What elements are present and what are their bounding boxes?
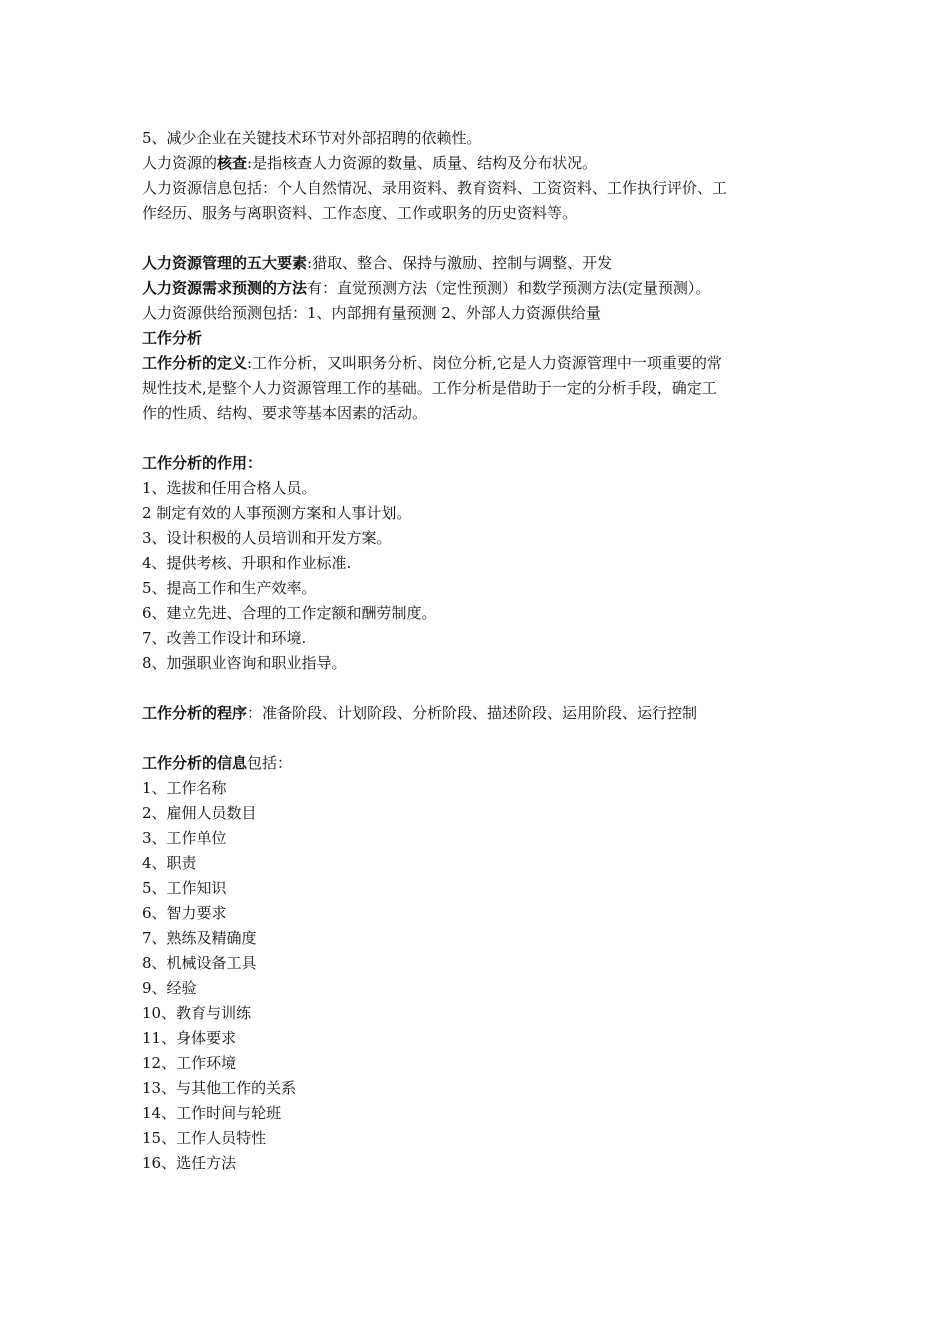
list-item: 14、工作时间与轮班 [142, 1104, 282, 1122]
procedure-text: ：准备阶段、计划阶段、分析阶段、描述阶段、运用阶段、运行控制 [247, 704, 698, 722]
list-item: 6、智力要求 [142, 904, 227, 922]
job-analysis-definition-line-1 [142, 351, 802, 376]
list-item: 7、改善工作设计和环境. [142, 629, 307, 647]
list-item: 5、工作知识 [142, 879, 227, 897]
list-item: 7、熟练及精确度 [142, 929, 257, 947]
job-analysis-heading [142, 326, 802, 351]
demand-forecast-term: 人力资源需求预测的方法 [142, 279, 308, 297]
info-list [142, 776, 802, 1176]
list-item: 3、工作单位 [142, 829, 227, 847]
list-item: 8、加强职业咨询和职业指导。 [142, 654, 347, 672]
info-heading-text: 包括： [247, 754, 293, 772]
list-item: 4、提供考核、升职和作业标准. [142, 554, 352, 572]
hr-check-prefix: 人力资源的 [142, 154, 218, 172]
list-item: 12、工作环境 [142, 1054, 237, 1072]
job-analysis-definition-text: :工作分析，又叫职务分析、岗位分析,它是人力资源管理中一项重要的常 [247, 354, 722, 372]
job-analysis-definition-line-2: 规性技术,是整个人力资源管理工作的基础。工作分析是借助于一定的分析手段，确定工 [142, 379, 717, 397]
list-item: 8、机械设备工具 [142, 954, 257, 972]
list-item: 15、工作人员特性 [142, 1129, 267, 1147]
list-item: 1、选拔和任用合格人员。 [142, 479, 317, 497]
spacer [142, 726, 802, 751]
hr-check-text: :是指核查人力资源的数量、质量、结构及分布状况。 [247, 154, 598, 172]
info-heading [142, 751, 802, 776]
hr-check-definition [142, 151, 802, 176]
job-analysis-definition-term: 工作分析的定义 [142, 354, 248, 372]
list-item: 13、与其他工作的关系 [142, 1079, 297, 1097]
job-analysis-heading-text: 工作分析 [142, 329, 203, 347]
list-item: 16、选任方法 [142, 1154, 237, 1172]
spacer [142, 226, 802, 251]
supply-forecast: 人力资源供给预测包括：1、内部拥有量预测 2、外部人力资源供给量 [142, 304, 601, 322]
five-elements-term: 人力资源管理的五大要素 [142, 254, 308, 272]
spacer [142, 426, 802, 451]
intro-item-5: 5、减少企业在关键技术环节对外部招聘的依赖性。 [142, 129, 482, 147]
list-item: 2、雇佣人员数目 [142, 804, 257, 822]
procedure-term: 工作分析的程序 [142, 704, 248, 722]
list-item: 5、提高工作和生产效率。 [142, 579, 317, 597]
hr-check-term: 核查 [217, 154, 248, 172]
five-elements [142, 251, 802, 276]
roles-list [142, 476, 802, 676]
demand-forecast [142, 276, 802, 301]
spacer [142, 676, 802, 701]
list-item: 11、身体要求 [142, 1029, 237, 1047]
procedure [142, 701, 802, 726]
roles-heading-text: 工作分析的作用： [142, 454, 263, 472]
list-item: 4、职责 [142, 854, 197, 872]
hr-info-line-1: 人力资源信息包括：个人自然情况、录用资料、教育资料、工资资料、工作执行评价、工 [142, 179, 728, 197]
list-item: 3、设计积极的人员培训和开发方案。 [142, 529, 392, 547]
list-item: 1、工作名称 [142, 779, 227, 797]
hr-info-line-2: 作经历、服务与离职资料、工作态度、工作或职务的历史资料等。 [142, 204, 578, 222]
demand-forecast-text: 有：直觉预测方法（定性预测）和数学预测方法(定量预测）。 [307, 279, 711, 297]
list-item: 10、教育与训练 [142, 1004, 252, 1022]
roles-heading [142, 451, 802, 476]
job-analysis-definition-line-3: 作的性质、结构、要求等基本因素的活动。 [142, 404, 428, 422]
document-page [142, 126, 802, 1176]
list-item: 9、经验 [142, 979, 197, 997]
five-elements-text: :猎取、整合、保持与激励、控制与调整、开发 [307, 254, 613, 272]
list-item: 2 制定有效的人事预测方案和人事计划。 [142, 504, 412, 522]
list-item: 6、建立先进、合理的工作定额和酬劳制度。 [142, 604, 437, 622]
info-heading-term: 工作分析的信息 [142, 754, 248, 772]
